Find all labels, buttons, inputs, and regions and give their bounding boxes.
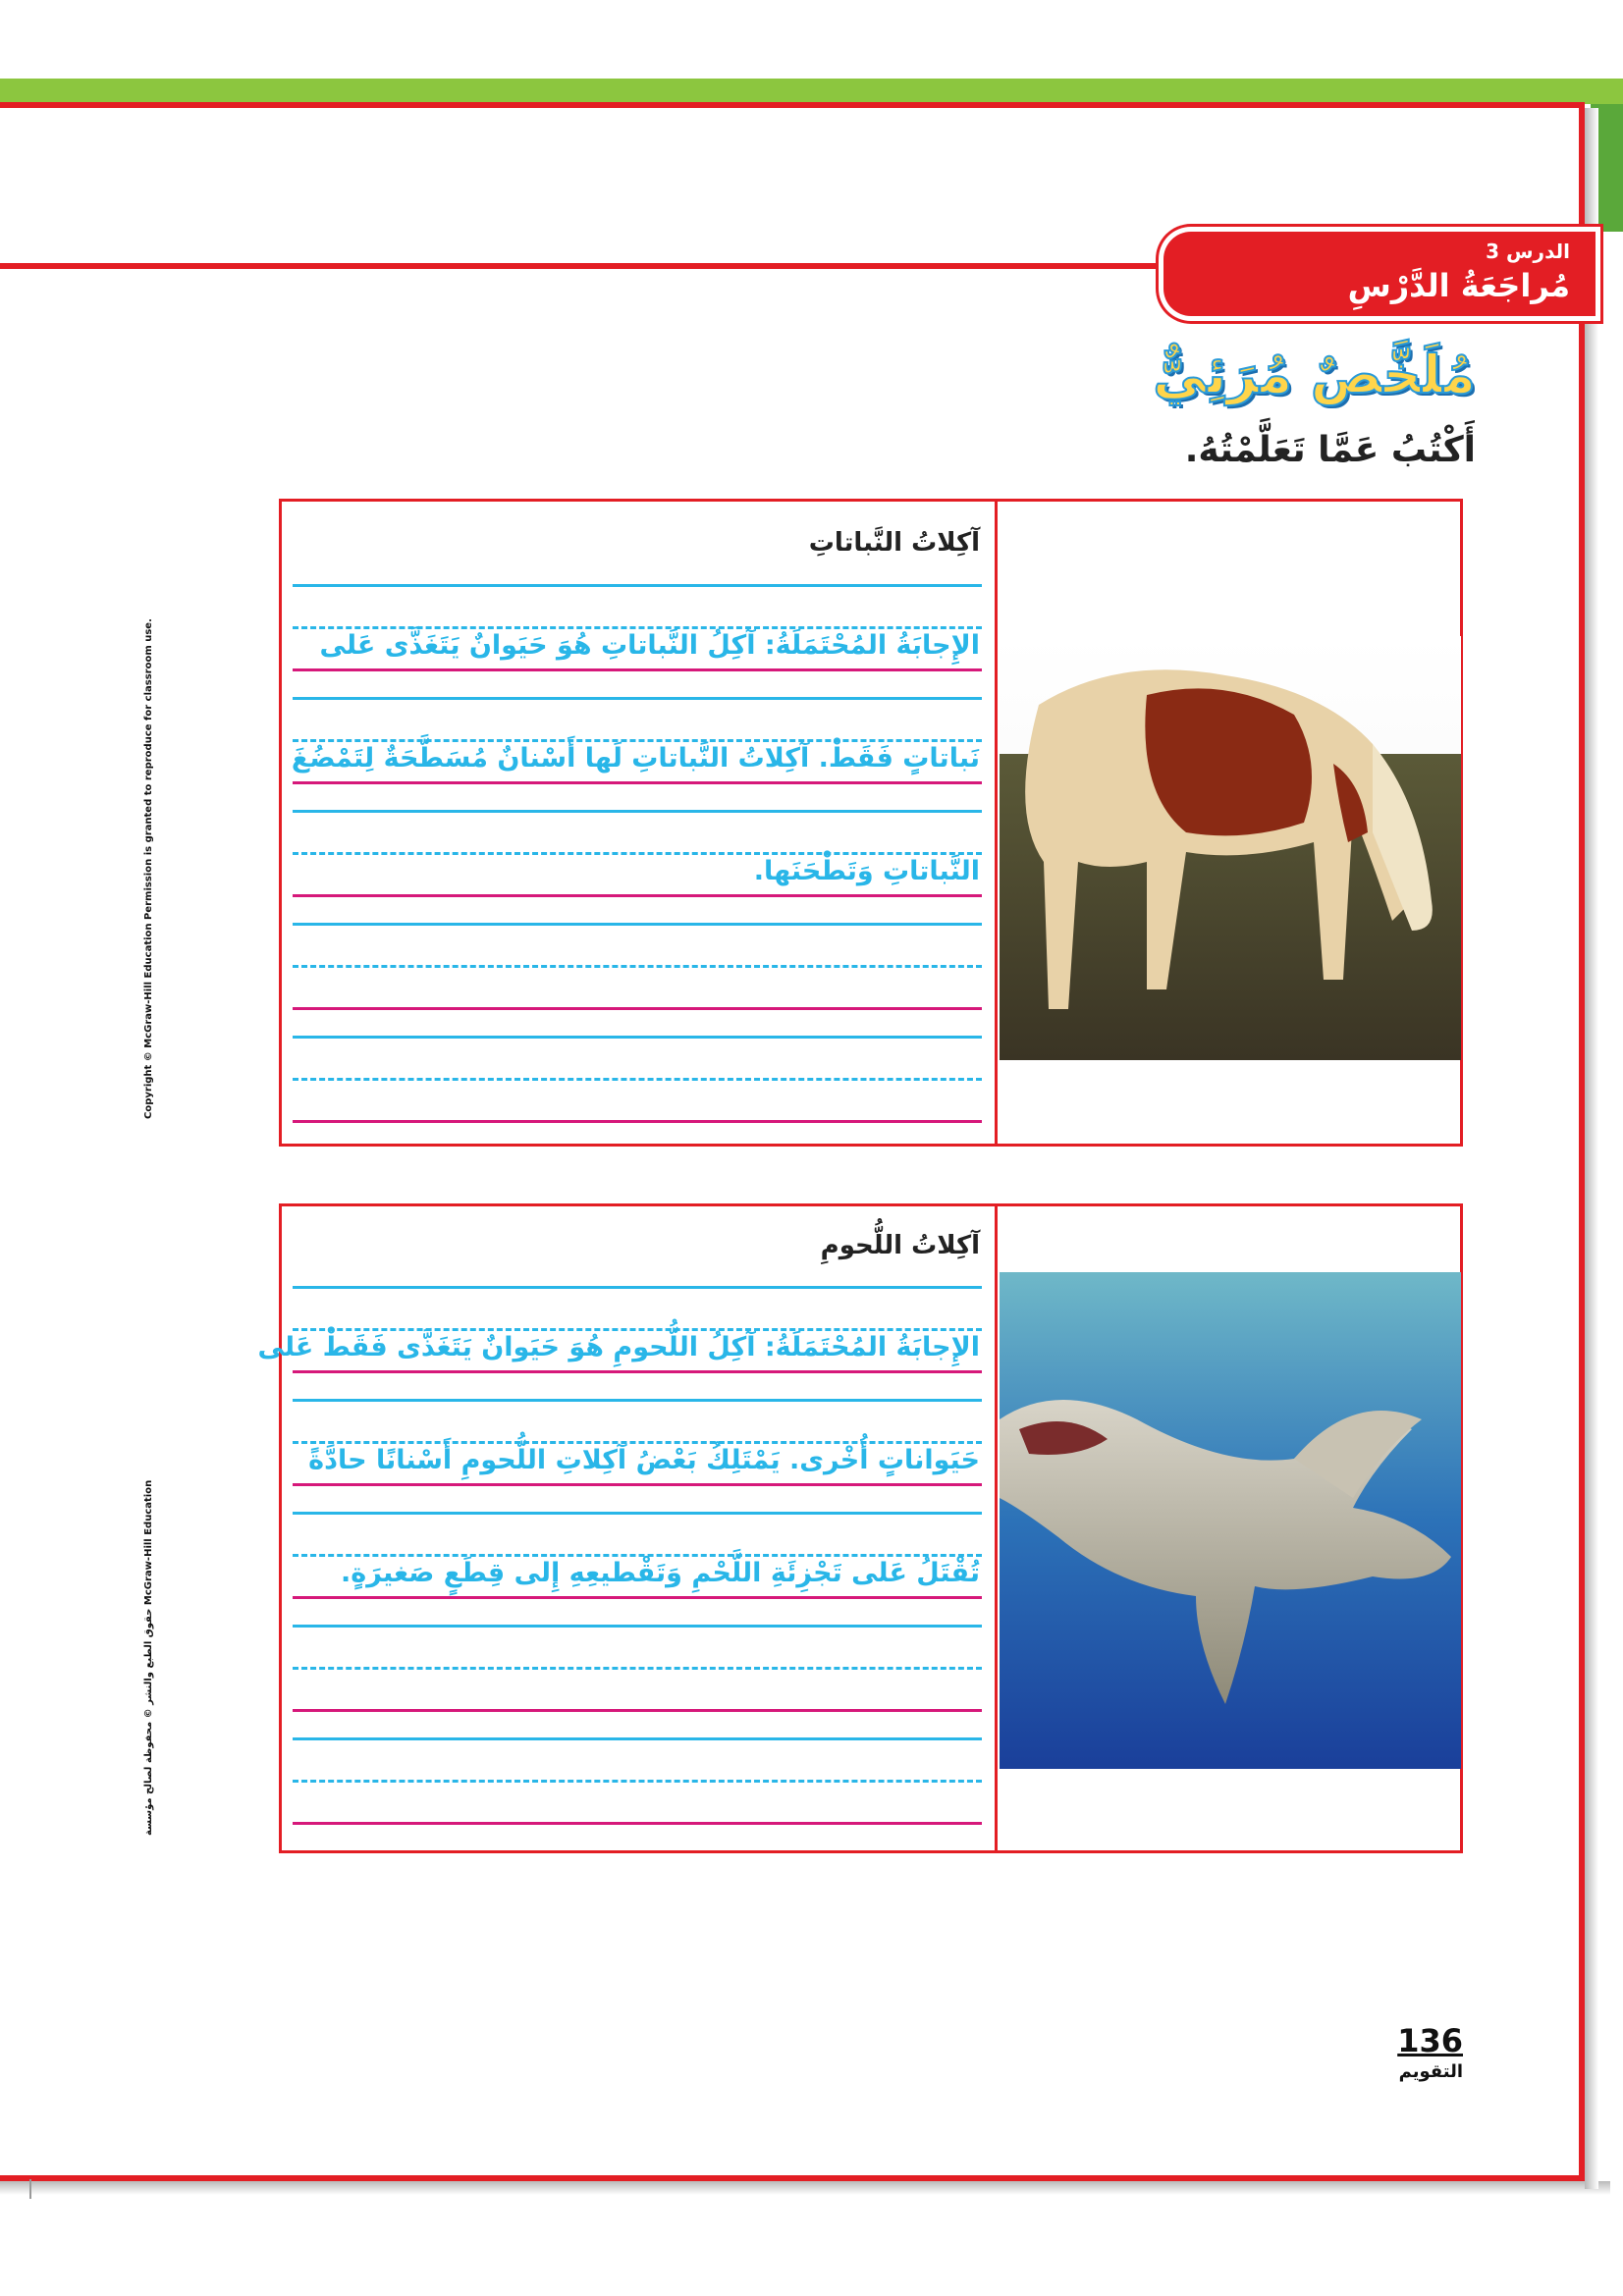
lesson-title: مُراجَعَةُ الدَّرْسِ (1347, 267, 1570, 304)
shark-photo (1000, 1272, 1461, 1769)
writing-line-dashed (293, 1328, 982, 1331)
writing-line (293, 810, 982, 813)
writing-line (293, 1737, 982, 1740)
writing-baseline (293, 1596, 982, 1599)
page-number (1397, 2022, 1463, 2059)
writing-line (293, 923, 982, 926)
lesson-number: الدرس 3 (1486, 240, 1570, 263)
writing-baseline (293, 894, 982, 897)
writing-line-dashed (293, 1554, 982, 1557)
herbivores-box-divider (995, 499, 998, 1147)
writing-line (293, 1286, 982, 1289)
writing-line-dashed (293, 965, 982, 968)
writing-baseline (293, 668, 982, 671)
writing-line (293, 1036, 982, 1039)
herbivores-answer-line-2: نَباتاتٍ فَقَطْ. آكِلاتُ النَّباتاتِ لَها أَسْنانٌ مُسَطَّحَةٌ لِتَمْضُغَ (291, 743, 980, 774)
carnivores-answer-line-2: حَيَواناتٍ أُخْرى. يَمْتَلِكُ بَعْضُ آكِلاتِ اللُّحومِ أَسْنانًا حادَّةً (308, 1445, 980, 1475)
writing-baseline (293, 781, 982, 784)
writing-line-dashed (293, 739, 982, 742)
herbivores-heading: آكِلاتُ النَّباتاتِ (808, 528, 980, 558)
horse-photo (1000, 636, 1461, 1060)
header-rule (0, 263, 1178, 269)
writing-baseline (293, 1822, 982, 1825)
writing-baseline (293, 1007, 982, 1010)
instruction-text: أَكْتُبُ عَمَّا تَعَلَّمْتُهُ. (1184, 430, 1476, 470)
frame-shadow-bottom (0, 2181, 1610, 2195)
carnivores-heading: آكِلاتُ اللُّحومِ (820, 1231, 980, 1260)
crop-mark (29, 2179, 31, 2199)
carnivores-answer-line-1: الإِجابَةُ المُحْتَمَلَةُ: آكِلُ اللُّحومِ هُوَ حَيَوانٌ يَتَغَذَّى فَقَطْ عَلى (257, 1332, 980, 1362)
herbivores-answer-line-1: الإِجابَةُ المُحْتَمَلَةُ: آكِلُ النَّباتاتِ هُوَ حَيَوانٌ يَتَغَذَّى عَلى (319, 630, 980, 661)
writing-baseline (293, 1483, 982, 1486)
writing-line (293, 697, 982, 700)
writing-line-dashed (293, 1667, 982, 1670)
writing-line-dashed (293, 852, 982, 855)
page-number-value: 136 (1397, 2022, 1463, 2059)
writing-line (293, 1512, 982, 1515)
top-green-band (0, 79, 1623, 104)
summary-title: مُلَخَّصٌ مُرَئِيٌّ (1153, 344, 1476, 405)
writing-line (293, 584, 982, 587)
copyright-text-ar: حقوق الطبع والنشر © محفوظة لصالح مؤسسة McGraw-Hill Education (143, 1479, 154, 1836)
writing-line-dashed (293, 626, 982, 629)
writing-baseline (293, 1370, 982, 1373)
carnivores-box-divider (995, 1203, 998, 1853)
copyright-text-en: Copyright © McGraw-Hill Education Permission is granted to reproduce for classroom use. (143, 618, 154, 1119)
writing-baseline (293, 1120, 982, 1123)
carnivores-answer-line-3: تُقْتَلُ عَلى تَجْزِئَةِ اللَّحْمِ وَتَقْطيعِهِ إِلى قِطَعٍ صَغيرَةٍ. (341, 1558, 980, 1588)
writing-line (293, 1399, 982, 1402)
writing-line-dashed (293, 1441, 982, 1444)
writing-baseline (293, 1709, 982, 1712)
writing-line-dashed (293, 1780, 982, 1783)
writing-line (293, 1625, 982, 1628)
lesson-tab (1163, 232, 1596, 316)
writing-line-dashed (293, 1078, 982, 1081)
page-subject: التقويم (1398, 2061, 1463, 2082)
frame-shadow-right (1585, 108, 1598, 2189)
herbivores-answer-line-3: النَّباتاتِ وَتَطْحَنَها. (753, 856, 980, 886)
